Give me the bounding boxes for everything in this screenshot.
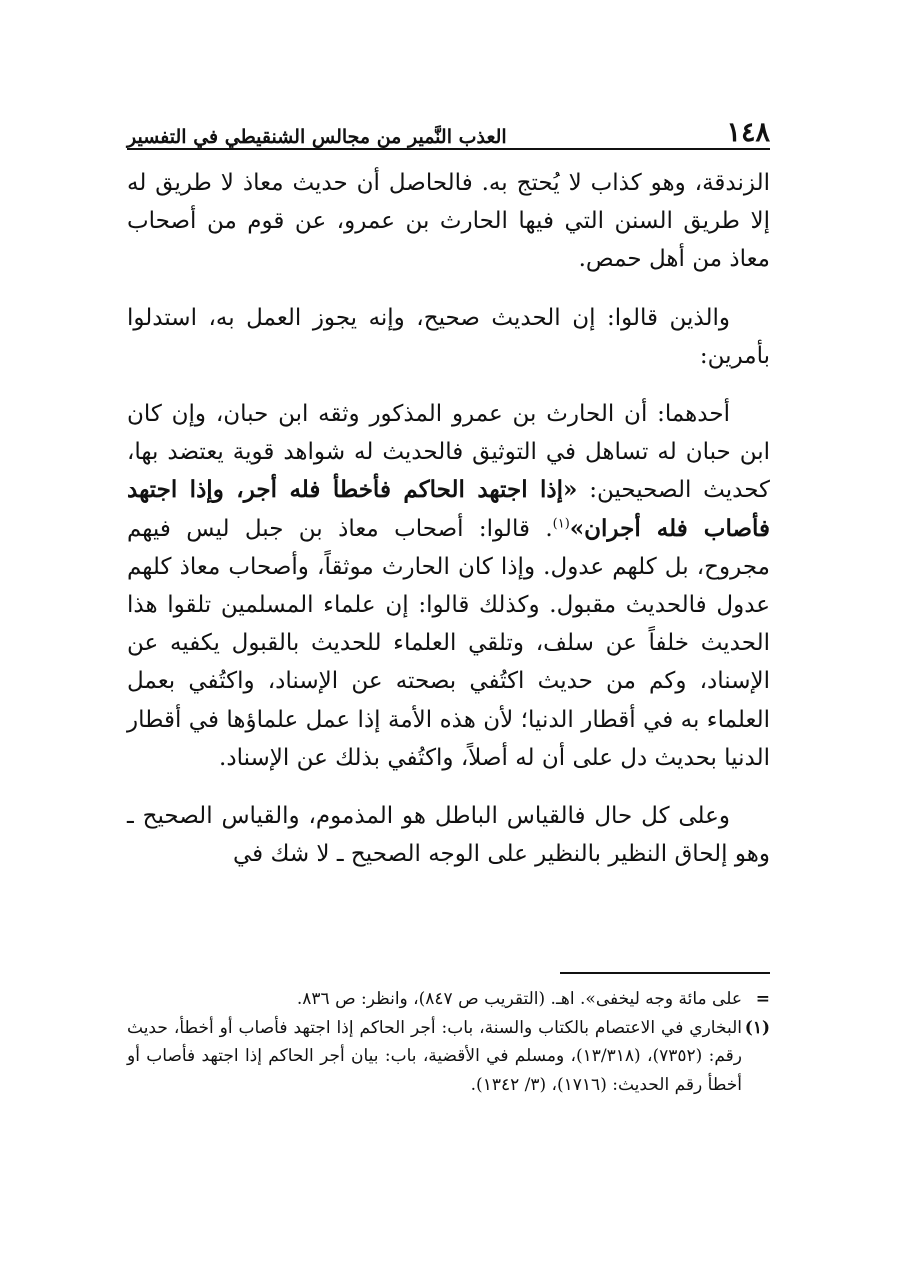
- footnote-marker: (١): [744, 1017, 770, 1038]
- paragraph-3: [127, 395, 770, 777]
- paragraph-3-lead: أحدهما: أن الحارث بن عمرو المذكور وثقه ابن حبان، وإن كان ابن حبان له تساهل في التوثيق فالحديث له شواهد قوية يعتضد بها، كحديث الصحيحين:: [127, 401, 770, 504]
- paragraph-2: والذين قالوا: إن الحديث صحيح، وإنه يجوز العمل به، استدلوا بأمرين:: [127, 304, 770, 369]
- paragraph-4: وعلى كل حال فالقياس الباطل هو المذموم، والقياس الصحيح ـ وهو إلحاق النظير بالنظير على الوجه الصحيح ـ لا شك في: [127, 803, 770, 868]
- hadith-quote: «إذا اجتهد الحاكم فأخطأ فله أجر، وإذا اجتهد فأصاب فله أجران»: [127, 476, 771, 542]
- footnotes: [127, 985, 770, 1099]
- main-text: [127, 164, 770, 873]
- footnote-marker: =: [755, 989, 770, 1009]
- footnote-1: [127, 1014, 770, 1100]
- footnote-text: على مائة وجه ليخفى». اهـ. (التقريب ص ٨٤٧)، وانظر: ص ٨٣٦.: [296, 989, 742, 1009]
- footnote-reference[interactable]: (١): [552, 515, 570, 531]
- paragraph-3-rest: . قالوا: أصحاب معاذ بن جبل ليس فيهم مجروح، بل كلهم عدول. وإذا كان الحارث موثقاً، وأصحاب معاذ كلهم عدول فالحديث مقبول. وكذلك قالوا: إن علماء المسلمين تلقوا هذا الحديث خلفاً عن سلف، وتلقي العلماء للحديث بالقبول يكفيه عن الإسناد، وكم من حديث اكتُفي بصحته عن الإسناد، واكتُفي بعمل العلماء به في أقطار الدنيا؛ لأن هذه الأمة إذا عمل علماؤها في أقطار الدنيا بحديث دل على أن له أصلاً، واكتُفي بذلك عن الإسناد.: [127, 515, 770, 771]
- paragraph-1: الزندقة، وهو كذاب لا يُحتج به. فالحاصل أن حديث معاذ لا طريق له إلا طريق السنن التي فيها الحارث بن عمرو، عن قوم من أصحاب معاذ من أهل حمص.: [127, 170, 770, 273]
- footnote-text: البخاري في الاعتصام بالكتاب والسنة، باب: أجر الحاكم إذا اجتهد فأصاب أو أخطأ، حديث رقم: (٧٣٥٢)، (١٣/٣١٨)، ومسلم في الأقضية، باب: بيان أجر الحاكم إذا اجتهد فأصاب أو أخطأ رقم الحديث: (١٧١٦)، (٣/ ١٣٤٢).: [127, 1017, 742, 1095]
- page-header: [127, 108, 770, 148]
- footnote-rule: [560, 972, 770, 974]
- header-rule: [127, 148, 770, 150]
- footnote-continued: [127, 985, 770, 1014]
- running-title: العذب النَّمير من مجالس الشنقيطي في التفسير: [127, 126, 507, 148]
- page-number: ١٤٨: [726, 117, 770, 148]
